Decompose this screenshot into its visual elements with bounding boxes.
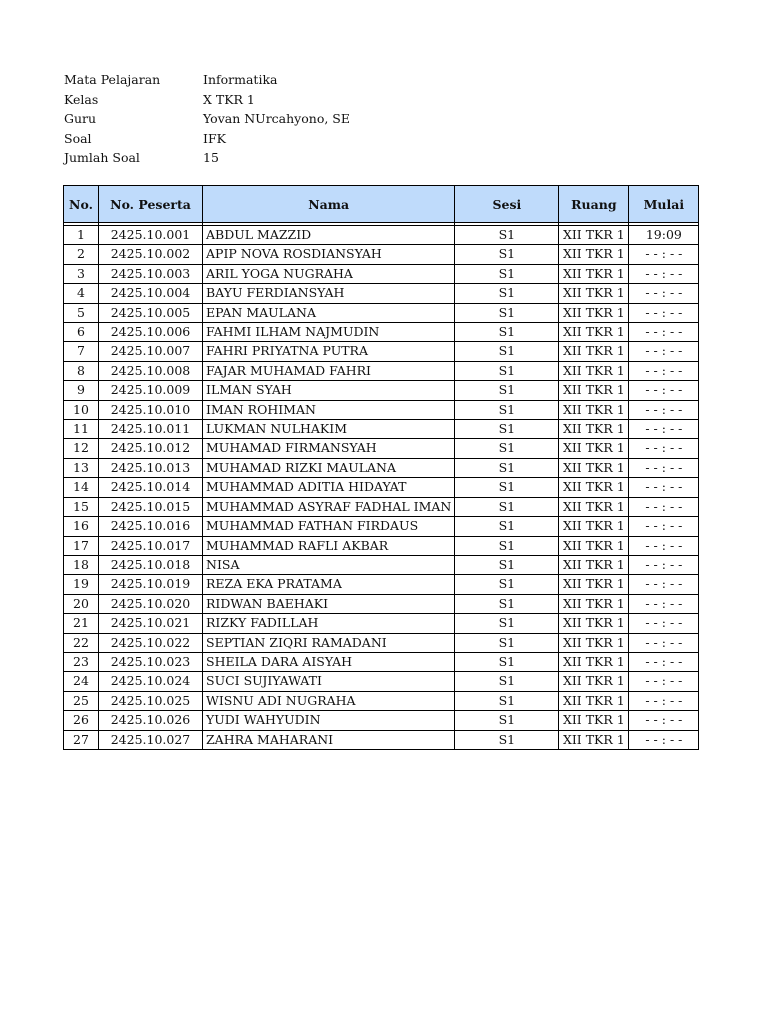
cell-name: EPAN MAULANA	[203, 303, 455, 322]
column-header-no: No.	[64, 186, 99, 223]
table-row	[64, 323, 699, 342]
cell-no: 17	[64, 536, 99, 555]
table-row	[64, 730, 699, 749]
cell-session: S1	[455, 633, 559, 652]
column-header-name: Nama	[203, 186, 455, 223]
cell-name: ILMAN SYAH	[203, 381, 455, 400]
cell-session: S1	[455, 323, 559, 342]
cell-no: 11	[64, 420, 99, 439]
cell-room: XII TKR 1	[559, 536, 629, 555]
cell-room: XII TKR 1	[559, 517, 629, 536]
info-label: Mata Pelajaran	[64, 72, 161, 87]
cell-session: S1	[455, 226, 559, 245]
table-row	[64, 672, 699, 691]
cell-start: 19:09	[629, 226, 699, 245]
cell-name: MUHAMMAD ASYRAF FADHAL IMAN	[203, 497, 455, 516]
cell-name: RIZKY FADILLAH	[203, 614, 455, 633]
cell-participant-number: 2425.10.009	[99, 381, 203, 400]
cell-participant-number: 2425.10.006	[99, 323, 203, 342]
cell-name: MUHAMMAD RAFLI AKBAR	[203, 536, 455, 555]
table-row	[64, 342, 699, 361]
cell-no: 26	[64, 711, 99, 730]
cell-session: S1	[455, 711, 559, 730]
cell-room: XII TKR 1	[559, 303, 629, 322]
cell-participant-number: 2425.10.021	[99, 614, 203, 633]
cell-name: BAYU FERDIANSYAH	[203, 284, 455, 303]
cell-name: IMAN ROHIMAN	[203, 400, 455, 419]
info-label: Jumlah Soal	[64, 150, 140, 165]
cell-no: 25	[64, 691, 99, 710]
cell-start: - - : - -	[629, 458, 699, 477]
info-label: Guru	[64, 111, 97, 126]
cell-room: XII TKR 1	[559, 245, 629, 264]
cell-session: S1	[455, 614, 559, 633]
cell-room: XII TKR 1	[559, 555, 629, 574]
cell-session: S1	[455, 672, 559, 691]
table-row	[64, 264, 699, 283]
cell-name: SHEILA DARA AISYAH	[203, 652, 455, 671]
table-row	[64, 691, 699, 710]
cell-participant-number: 2425.10.004	[99, 284, 203, 303]
table-row	[64, 652, 699, 671]
cell-start: - - : - -	[629, 711, 699, 730]
cell-participant-number: 2425.10.026	[99, 711, 203, 730]
table-row	[64, 245, 699, 264]
cell-room: XII TKR 1	[559, 342, 629, 361]
cell-session: S1	[455, 439, 559, 458]
cell-session: S1	[455, 478, 559, 497]
cell-room: XII TKR 1	[559, 730, 629, 749]
cell-participant-number: 2425.10.027	[99, 730, 203, 749]
table-row	[64, 614, 699, 633]
info-row-class	[64, 90, 350, 110]
column-header-session: Sesi	[455, 186, 559, 223]
cell-participant-number: 2425.10.005	[99, 303, 203, 322]
cell-start: - - : - -	[629, 517, 699, 536]
cell-room: XII TKR 1	[559, 497, 629, 516]
cell-session: S1	[455, 361, 559, 380]
cell-participant-number: 2425.10.024	[99, 672, 203, 691]
cell-name: SEPTIAN ZIQRI RAMADANI	[203, 633, 455, 652]
cell-start: - - : - -	[629, 614, 699, 633]
cell-start: - - : - -	[629, 342, 699, 361]
cell-participant-number: 2425.10.015	[99, 497, 203, 516]
cell-session: S1	[455, 517, 559, 536]
column-header-participant-number: No. Peserta	[99, 186, 203, 223]
cell-session: S1	[455, 342, 559, 361]
cell-room: XII TKR 1	[559, 594, 629, 613]
cell-no: 2	[64, 245, 99, 264]
info-value: X TKR 1	[203, 91, 255, 107]
cell-no: 8	[64, 361, 99, 380]
cell-start: - - : - -	[629, 633, 699, 652]
cell-no: 20	[64, 594, 99, 613]
cell-participant-number: 2425.10.025	[99, 691, 203, 710]
cell-no: 1	[64, 226, 99, 245]
cell-participant-number: 2425.10.018	[99, 555, 203, 574]
cell-name: NISA	[203, 555, 455, 574]
cell-no: 4	[64, 284, 99, 303]
cell-room: XII TKR 1	[559, 691, 629, 710]
info-value: Informatika	[203, 72, 278, 87]
cell-start: - - : - -	[629, 439, 699, 458]
table-row	[64, 594, 699, 613]
cell-participant-number: 2425.10.010	[99, 400, 203, 419]
cell-start: - - : - -	[629, 284, 699, 303]
cell-start: - - : - -	[629, 323, 699, 342]
cell-room: XII TKR 1	[559, 458, 629, 477]
info-row-subject	[64, 70, 350, 90]
table-row	[64, 303, 699, 322]
cell-no: 15	[64, 497, 99, 516]
cell-session: S1	[455, 536, 559, 555]
cell-name: MUHAMMAD FATHAN FIRDAUS	[203, 517, 455, 536]
table-row	[64, 420, 699, 439]
table-row	[64, 226, 699, 245]
cell-start: - - : - -	[629, 730, 699, 749]
cell-session: S1	[455, 264, 559, 283]
cell-name: MUHAMAD FIRMANSYAH	[203, 439, 455, 458]
cell-start: - - : - -	[629, 652, 699, 671]
info-value: 15	[203, 150, 219, 165]
cell-name: WISNU ADI NUGRAHA	[203, 691, 455, 710]
cell-room: XII TKR 1	[559, 711, 629, 730]
cell-name: LUKMAN NULHAKIM	[203, 420, 455, 439]
cell-participant-number: 2425.10.017	[99, 536, 203, 555]
cell-name: REZA EKA PRATAMA	[203, 575, 455, 594]
cell-no: 22	[64, 633, 99, 652]
cell-room: XII TKR 1	[559, 226, 629, 245]
cell-name: ABDUL MAZZID	[203, 226, 455, 245]
cell-name: FAHMI ILHAM NAJMUDIN	[203, 323, 455, 342]
info-row-teacher	[64, 109, 350, 129]
table-row	[64, 439, 699, 458]
cell-start: - - : - -	[629, 361, 699, 380]
cell-room: XII TKR 1	[559, 264, 629, 283]
cell-no: 9	[64, 381, 99, 400]
cell-name: FAJAR MUHAMAD FAHRI	[203, 361, 455, 380]
cell-room: XII TKR 1	[559, 381, 629, 400]
cell-start: - - : - -	[629, 400, 699, 419]
cell-participant-number: 2425.10.022	[99, 633, 203, 652]
cell-name: SUCI SUJIYAWATI	[203, 672, 455, 691]
cell-no: 6	[64, 323, 99, 342]
cell-start: - - : - -	[629, 594, 699, 613]
cell-start: - - : - -	[629, 245, 699, 264]
cell-session: S1	[455, 420, 559, 439]
cell-name: ZAHRA MAHARANI	[203, 730, 455, 749]
cell-no: 16	[64, 517, 99, 536]
table-row	[64, 555, 699, 574]
column-header-start: Mulai	[629, 186, 699, 223]
cell-session: S1	[455, 555, 559, 574]
cell-name: MUHAMAD RIZKI MAULANA	[203, 458, 455, 477]
cell-participant-number: 2425.10.007	[99, 342, 203, 361]
cell-participant-number: 2425.10.012	[99, 439, 203, 458]
cell-start: - - : - -	[629, 672, 699, 691]
cell-name: APIP NOVA ROSDIANSYAH	[203, 245, 455, 264]
cell-participant-number: 2425.10.001	[99, 226, 203, 245]
cell-room: XII TKR 1	[559, 439, 629, 458]
cell-participant-number: 2425.10.019	[99, 575, 203, 594]
cell-name: MUHAMMAD ADITIA HIDAYAT	[203, 478, 455, 497]
cell-start: - - : - -	[629, 575, 699, 594]
table-row	[64, 381, 699, 400]
table-row	[64, 284, 699, 303]
cell-session: S1	[455, 594, 559, 613]
cell-name: ARIL YOGA NUGRAHA	[203, 264, 455, 283]
cell-session: S1	[455, 284, 559, 303]
table-row	[64, 575, 699, 594]
info-value: Yovan NUrcahyono, SE	[203, 111, 350, 126]
cell-start: - - : - -	[629, 478, 699, 497]
cell-participant-number: 2425.10.011	[99, 420, 203, 439]
info-label: Kelas	[64, 91, 99, 107]
cell-room: XII TKR 1	[559, 323, 629, 342]
info-value: IFK	[203, 130, 226, 146]
cell-session: S1	[455, 381, 559, 400]
cell-no: 27	[64, 730, 99, 749]
table-row	[64, 458, 699, 477]
participant-table	[63, 185, 699, 750]
cell-session: S1	[455, 730, 559, 749]
cell-room: XII TKR 1	[559, 672, 629, 691]
cell-start: - - : - -	[629, 536, 699, 555]
cell-name: RIDWAN BAEHAKI	[203, 594, 455, 613]
cell-no: 23	[64, 652, 99, 671]
cell-room: XII TKR 1	[559, 614, 629, 633]
cell-no: 18	[64, 555, 99, 574]
cell-session: S1	[455, 400, 559, 419]
cell-room: XII TKR 1	[559, 633, 629, 652]
table-row	[64, 711, 699, 730]
cell-start: - - : - -	[629, 555, 699, 574]
table-row	[64, 517, 699, 536]
cell-room: XII TKR 1	[559, 420, 629, 439]
cell-no: 5	[64, 303, 99, 322]
table-row	[64, 400, 699, 419]
cell-no: 3	[64, 264, 99, 283]
table-row	[64, 478, 699, 497]
cell-room: XII TKR 1	[559, 361, 629, 380]
cell-no: 14	[64, 478, 99, 497]
cell-no: 12	[64, 439, 99, 458]
cell-room: XII TKR 1	[559, 478, 629, 497]
table-row	[64, 361, 699, 380]
cell-start: - - : - -	[629, 264, 699, 283]
table-row	[64, 536, 699, 555]
cell-session: S1	[455, 497, 559, 516]
cell-participant-number: 2425.10.020	[99, 594, 203, 613]
cell-no: 10	[64, 400, 99, 419]
cell-start: - - : - -	[629, 303, 699, 322]
cell-participant-number: 2425.10.008	[99, 361, 203, 380]
cell-session: S1	[455, 691, 559, 710]
info-row-question-set	[64, 129, 350, 149]
cell-participant-number: 2425.10.002	[99, 245, 203, 264]
table-row	[64, 633, 699, 652]
cell-no: 24	[64, 672, 99, 691]
cell-start: - - : - -	[629, 420, 699, 439]
info-label: Soal	[64, 130, 92, 146]
cell-participant-number: 2425.10.023	[99, 652, 203, 671]
cell-session: S1	[455, 245, 559, 264]
cell-start: - - : - -	[629, 381, 699, 400]
cell-participant-number: 2425.10.016	[99, 517, 203, 536]
table-row	[64, 497, 699, 516]
cell-room: XII TKR 1	[559, 284, 629, 303]
cell-start: - - : - -	[629, 691, 699, 710]
cell-session: S1	[455, 303, 559, 322]
cell-room: XII TKR 1	[559, 400, 629, 419]
cell-no: 7	[64, 342, 99, 361]
table-header-row	[64, 186, 699, 223]
cell-session: S1	[455, 575, 559, 594]
info-row-question-count	[64, 148, 350, 168]
cell-participant-number: 2425.10.014	[99, 478, 203, 497]
cell-name: FAHRI PRIYATNA PUTRA	[203, 342, 455, 361]
cell-room: XII TKR 1	[559, 652, 629, 671]
cell-no: 19	[64, 575, 99, 594]
cell-start: - - : - -	[629, 497, 699, 516]
cell-no: 13	[64, 458, 99, 477]
cell-name: YUDI WAHYUDIN	[203, 711, 455, 730]
cell-participant-number: 2425.10.013	[99, 458, 203, 477]
cell-no: 21	[64, 614, 99, 633]
cell-session: S1	[455, 652, 559, 671]
cell-participant-number: 2425.10.003	[99, 264, 203, 283]
table-body	[64, 223, 699, 750]
exam-info-block	[64, 70, 350, 168]
column-header-room: Ruang	[559, 186, 629, 223]
cell-room: XII TKR 1	[559, 575, 629, 594]
cell-session: S1	[455, 458, 559, 477]
